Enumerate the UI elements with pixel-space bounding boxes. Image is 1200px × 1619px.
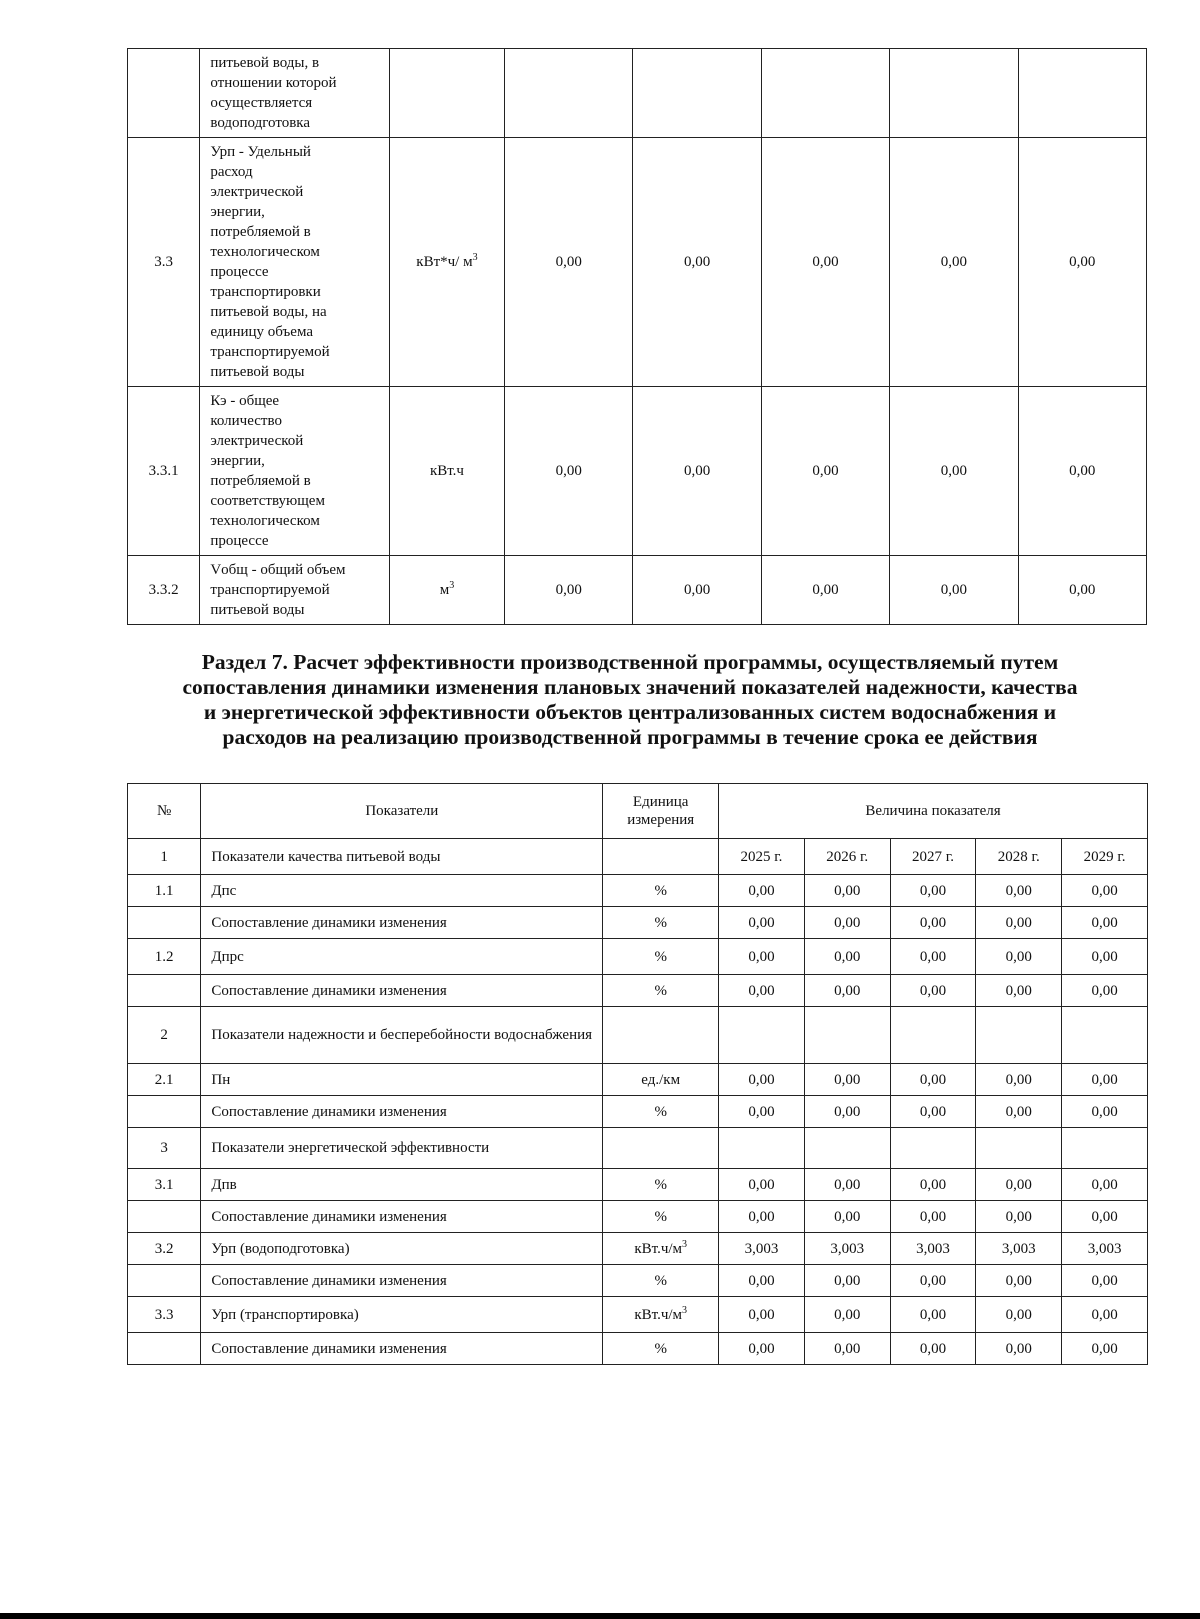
value-cell: 0,00 [1062, 1333, 1148, 1365]
indicator-name: Сопоставление динамики изменения [201, 1265, 603, 1297]
value-cell: 0,00 [505, 138, 633, 387]
value-cell [890, 49, 1018, 138]
unit-superscript: 3 [682, 1304, 688, 1316]
value-cell: 0,00 [1062, 975, 1148, 1007]
table-row [128, 1169, 1148, 1201]
value-cell: 0,00 [976, 939, 1062, 975]
value-cell: 0,00 [976, 1064, 1062, 1096]
value-cell: 0,00 [804, 1201, 890, 1233]
unit-cell [389, 49, 504, 138]
unit-text: кВт.ч [429, 463, 464, 479]
value-cell [1018, 49, 1146, 138]
indicator-name: Показатели надежности и бесперебойности водоснабжения [201, 1007, 603, 1064]
value-cell: 0,00 [505, 556, 633, 625]
description-line: транспортируемой [210, 582, 330, 598]
description-line: электрической [210, 433, 304, 449]
value-cell [976, 1128, 1062, 1169]
value-cell: 0,00 [890, 1297, 976, 1333]
indicator-name: Сопоставление динамики изменения [201, 907, 603, 939]
table-row [128, 1064, 1148, 1096]
unit-cell [603, 1096, 719, 1128]
row-number: 1 [128, 839, 201, 875]
unit-text: % [654, 914, 667, 931]
description-line: расход [210, 164, 253, 180]
unit-cell [603, 1265, 719, 1297]
value-cell [976, 1007, 1062, 1064]
description-line: технологическом [210, 513, 320, 529]
unit-cell [603, 875, 719, 907]
unit-text: % [654, 1340, 667, 1357]
indicator-name: Сопоставление динамики изменения [201, 975, 603, 1007]
value-cell: 0,00 [804, 1096, 890, 1128]
year-header: 2028 г. [976, 839, 1062, 875]
value-cell: 0,00 [719, 1169, 805, 1201]
value-cell [505, 49, 633, 138]
value-cell [890, 1007, 976, 1064]
unit-cell [603, 839, 719, 875]
value-cell: 0,00 [633, 387, 761, 556]
value-cell: 0,00 [976, 907, 1062, 939]
indicator-name: Дпс [201, 875, 603, 907]
section-title [100, 650, 1160, 750]
value-cell: 0,00 [633, 138, 761, 387]
unit-text: % [654, 948, 667, 965]
value-cell: 0,00 [505, 387, 633, 556]
section-title-line: и энергетической эффективности объектов централизованных систем водоснабжения и [203, 700, 1057, 724]
value-cell: 0,00 [976, 1201, 1062, 1233]
description-line: электрической [210, 184, 304, 200]
section-title-line: расходов на реализацию производственной программы в течение срока ее действия [222, 725, 1038, 749]
value-cell [804, 1007, 890, 1064]
section-title-line: Раздел 7. Расчет эффективности производственной программы, осуществляемый путем [201, 650, 1059, 674]
row-number [128, 1201, 201, 1233]
description-line: транспортируемой [210, 344, 330, 360]
row-number: 3.2 [128, 1233, 201, 1265]
value-cell: 0,00 [890, 907, 976, 939]
table-row [128, 875, 1148, 907]
value-cell: 0,00 [890, 875, 976, 907]
value-cell [719, 1007, 805, 1064]
unit-superscript: 3 [682, 1238, 688, 1250]
value-cell [633, 49, 761, 138]
unit-cell [603, 1007, 719, 1064]
header-unit [603, 784, 719, 839]
description-line: питьевой воды [210, 364, 305, 380]
indicator-name: Дпв [201, 1169, 603, 1201]
value-cell: 0,00 [804, 1064, 890, 1096]
value-cell: 0,00 [719, 875, 805, 907]
row-number [128, 49, 200, 138]
value-cell: 0,00 [976, 1297, 1062, 1333]
value-cell: 0,00 [890, 939, 976, 975]
header-value: Величина показателя [719, 784, 1148, 839]
efficiency-table [127, 783, 1148, 1365]
row-number [128, 1265, 201, 1297]
table-row [128, 1201, 1148, 1233]
description-line: водоподготовка [210, 115, 310, 131]
value-cell [1062, 1007, 1148, 1064]
header-unit-line: Единица [632, 794, 689, 810]
description-line: единицу объема [210, 324, 314, 340]
value-cell: 3,003 [1062, 1233, 1148, 1265]
value-cell [1062, 1128, 1148, 1169]
table-row [128, 907, 1148, 939]
value-cell: 0,00 [890, 1265, 976, 1297]
table-header-row [128, 784, 1148, 839]
unit-text: % [654, 1103, 667, 1120]
table-row [128, 387, 1147, 556]
header-num: № [128, 784, 201, 839]
value-cell: 0,00 [804, 875, 890, 907]
value-cell: 0,00 [890, 1064, 976, 1096]
value-cell: 0,00 [890, 1169, 976, 1201]
row-number: 3.3.2 [128, 556, 200, 625]
row-number: 3 [128, 1128, 201, 1169]
value-cell: 0,00 [761, 556, 889, 625]
row-number: 3.3 [128, 1297, 201, 1333]
value-cell: 0,00 [890, 138, 1018, 387]
table-row [128, 1128, 1148, 1169]
value-cell: 0,00 [1062, 1201, 1148, 1233]
description-line: Vобщ - общий объем [210, 562, 346, 578]
value-cell: 0,00 [890, 1333, 976, 1365]
unit-cell [603, 1201, 719, 1233]
unit-text: кВт.ч/м [634, 1306, 683, 1323]
indicator-name: Показатели энергетической эффективности [201, 1128, 603, 1169]
value-cell: 0,00 [976, 1096, 1062, 1128]
unit-cell [603, 1297, 719, 1333]
unit-cell [389, 556, 504, 625]
indicator-name: Урп (транспортировка) [201, 1297, 603, 1333]
row-number: 3.3.1 [128, 387, 200, 556]
value-cell: 0,00 [719, 975, 805, 1007]
table-row [128, 1265, 1148, 1297]
value-cell: 0,00 [1018, 556, 1146, 625]
value-cell: 0,00 [976, 875, 1062, 907]
value-cell: 0,00 [1018, 387, 1146, 556]
description-line: Кэ - общее [210, 393, 280, 409]
description-line: потребляемой в [210, 473, 311, 489]
description-line: количество [210, 413, 282, 429]
unit-text: % [654, 1176, 667, 1193]
value-cell: 0,00 [890, 1201, 976, 1233]
row-number [128, 975, 201, 1007]
description-line: питьевой воды [210, 602, 305, 618]
row-description [200, 556, 390, 625]
unit-cell [603, 1128, 719, 1169]
row-description [200, 138, 390, 387]
unit-text: ед./км [641, 1071, 681, 1088]
value-cell: 0,00 [719, 1201, 805, 1233]
header-unit-line: измерения [627, 812, 695, 828]
description-line: питьевой воды, на [210, 304, 327, 320]
value-cell: 0,00 [719, 1333, 805, 1365]
header-indicator: Показатели [201, 784, 603, 839]
unit-cell [389, 138, 504, 387]
unit-cell [603, 939, 719, 975]
table-row [128, 975, 1148, 1007]
description-line: осуществляется [210, 95, 313, 111]
row-number: 3.1 [128, 1169, 201, 1201]
unit-cell [603, 1233, 719, 1265]
table-row [128, 1007, 1148, 1064]
unit-cell [603, 1333, 719, 1365]
row-number: 1.2 [128, 939, 201, 975]
top-indicator-table [127, 48, 1147, 625]
value-cell [719, 1128, 805, 1169]
year-header: 2027 г. [890, 839, 976, 875]
table-row [128, 1297, 1148, 1333]
indicator-name: Пн [201, 1064, 603, 1096]
value-cell: 0,00 [890, 556, 1018, 625]
value-cell: 0,00 [1062, 1297, 1148, 1333]
unit-cell [603, 975, 719, 1007]
description-line: технологическом [210, 244, 320, 260]
unit-text: кВт*ч/ м [416, 254, 473, 270]
row-number [128, 907, 201, 939]
value-cell: 0,00 [1018, 138, 1146, 387]
value-cell: 3,003 [976, 1233, 1062, 1265]
indicator-name: Сопоставление динамики изменения [201, 1096, 603, 1128]
row-number: 3.3 [128, 138, 200, 387]
unit-superscript: 3 [472, 252, 478, 263]
description-line: транспортировки [210, 284, 321, 300]
value-cell: 0,00 [1062, 1169, 1148, 1201]
section-title-line: сопоставления динамики изменения плановых значений показателей надежности, качества [182, 675, 1078, 699]
table-row [128, 1333, 1148, 1365]
year-header: 2025 г. [719, 839, 805, 875]
value-cell: 0,00 [1062, 1265, 1148, 1297]
indicator-name: Показатели качества питьевой воды [201, 839, 603, 875]
unit-text: % [654, 982, 667, 999]
value-cell: 0,00 [804, 1169, 890, 1201]
row-number: 2.1 [128, 1064, 201, 1096]
table-row [128, 839, 1148, 875]
value-cell: 0,00 [719, 907, 805, 939]
indicator-name: Сопоставление динамики изменения [201, 1333, 603, 1365]
year-header: 2029 г. [1062, 839, 1148, 875]
value-cell: 0,00 [1062, 1064, 1148, 1096]
value-cell: 0,00 [976, 1333, 1062, 1365]
value-cell: 0,00 [804, 939, 890, 975]
description-line: отношении которой [210, 75, 337, 91]
description-line: процессе [210, 533, 269, 549]
value-cell [804, 1128, 890, 1169]
indicator-name: Дпрс [201, 939, 603, 975]
row-number: 1.1 [128, 875, 201, 907]
description-line: энергии, [210, 204, 265, 220]
value-cell: 0,00 [804, 1333, 890, 1365]
unit-text: % [654, 1208, 667, 1225]
value-cell: 0,00 [890, 1096, 976, 1128]
value-cell: 0,00 [804, 975, 890, 1007]
unit-text: % [654, 882, 667, 899]
unit-cell [389, 387, 504, 556]
value-cell [761, 49, 889, 138]
value-cell: 0,00 [719, 1265, 805, 1297]
table-row [128, 1233, 1148, 1265]
table-row [128, 138, 1147, 387]
year-header: 2026 г. [804, 839, 890, 875]
unit-text: м [439, 582, 450, 598]
value-cell: 0,00 [890, 387, 1018, 556]
value-cell [890, 1128, 976, 1169]
value-cell: 3,003 [890, 1233, 976, 1265]
value-cell: 0,00 [1062, 907, 1148, 939]
row-description [200, 49, 390, 138]
description-line: энергии, [210, 453, 265, 469]
description-line: процессе [210, 264, 269, 280]
row-number [128, 1096, 201, 1128]
value-cell: 0,00 [976, 975, 1062, 1007]
unit-text: % [654, 1272, 667, 1289]
unit-cell [603, 907, 719, 939]
row-number: 2 [128, 1007, 201, 1064]
value-cell: 0,00 [1062, 875, 1148, 907]
value-cell: 3,003 [804, 1233, 890, 1265]
value-cell: 0,00 [976, 1169, 1062, 1201]
unit-text: кВт.ч/м [634, 1240, 683, 1257]
description-line: питьевой воды, в [210, 55, 320, 71]
value-cell: 0,00 [804, 1297, 890, 1333]
indicator-name: Урп (водоподготовка) [201, 1233, 603, 1265]
table-row [128, 556, 1147, 625]
row-number [128, 1333, 201, 1365]
value-cell: 0,00 [890, 975, 976, 1007]
row-description [200, 387, 390, 556]
value-cell: 0,00 [719, 1096, 805, 1128]
description-line: Урп - Удельный [210, 144, 311, 160]
bottom-border-rule [0, 1613, 1200, 1619]
table-row [128, 939, 1148, 975]
table-row [128, 1096, 1148, 1128]
value-cell: 3,003 [719, 1233, 805, 1265]
table-row [128, 49, 1147, 138]
value-cell: 0,00 [719, 1297, 805, 1333]
value-cell: 0,00 [976, 1265, 1062, 1297]
description-line: соответствующем [210, 493, 325, 509]
value-cell: 0,00 [1062, 939, 1148, 975]
value-cell: 0,00 [1062, 1096, 1148, 1128]
description-line: потребляемой в [210, 224, 311, 240]
value-cell: 0,00 [761, 138, 889, 387]
indicator-name: Сопоставление динамики изменения [201, 1201, 603, 1233]
value-cell: 0,00 [719, 939, 805, 975]
value-cell: 0,00 [804, 1265, 890, 1297]
value-cell: 0,00 [761, 387, 889, 556]
value-cell: 0,00 [633, 556, 761, 625]
value-cell: 0,00 [804, 907, 890, 939]
unit-cell [603, 1169, 719, 1201]
value-cell: 0,00 [719, 1064, 805, 1096]
unit-superscript: 3 [449, 580, 455, 591]
unit-cell [603, 1064, 719, 1096]
